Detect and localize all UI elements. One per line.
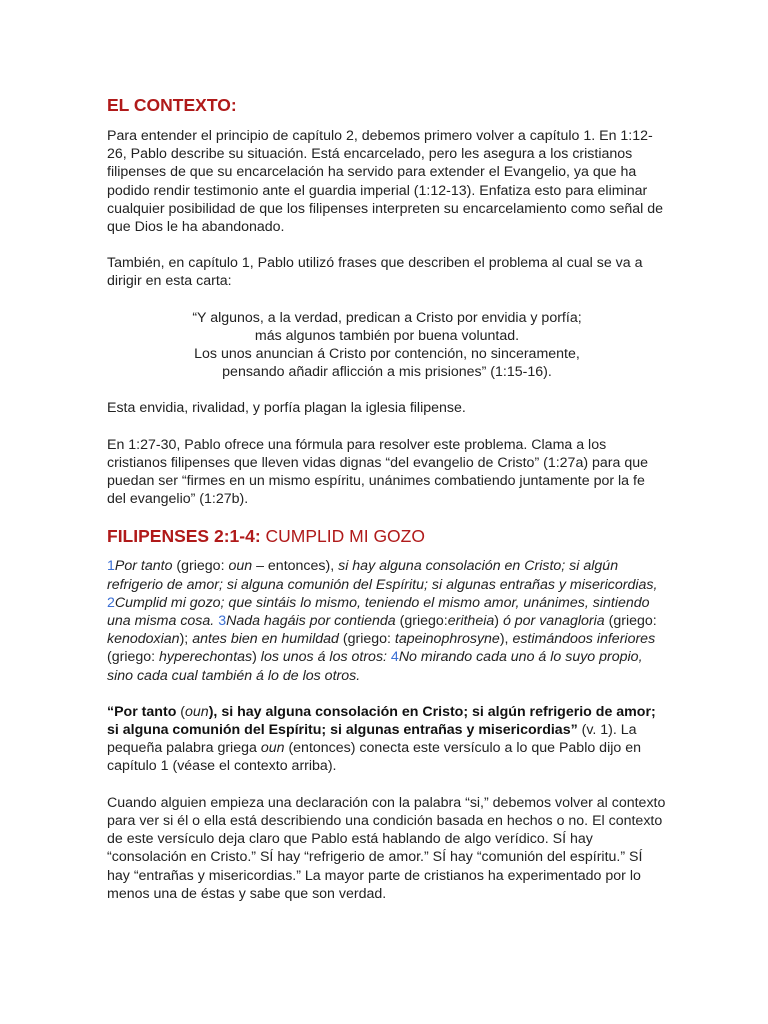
text-run: (v. 1). La pequeña palabra griega (107, 722, 637, 757)
verse-text: los unos á los otros: (260, 649, 391, 666)
greek-note: (griego: (395, 613, 448, 630)
paragraph-formula: En 1:27-30, Pablo ofrece una fórmula para resolver este problema. Clama a los cristianos filipenses que lleven vidas dignas “del evangelio de Cristo” (1:27a) para que puedan ser “firmes en un mismo espíritu, unánimes combatiendo juntamente por la fe del evangelio” (1:27b). (107, 436, 649, 508)
greek-note: (griego: (338, 631, 395, 648)
scripture-passage (107, 557, 667, 684)
bold-quote: si hay alguna consolación en Cristo; si algún refrigerio de amor; si alguna comunión del Espíritu; si algunas entrañas y misericordias” (107, 703, 656, 739)
verse-text: Cumplid mi gozo; que sintáis lo mismo, teniendo el mismo amor, unánimes, sintiendo una misma cosa. (107, 594, 650, 630)
quote-line: más algunos también por buena voluntad. (254, 327, 520, 344)
greek-word: oun (228, 558, 253, 575)
block-quote (107, 309, 667, 382)
greek-note: – entonces), (252, 558, 339, 575)
paragraph-si-condicion: Cuando alguien empieza una declaración con la palabra “si,” debemos volver al contexto para ver si él o ella está describiendo una condición basada en hechos o no. El contexto de este versículo deja claro que Pablo está hablando de algo verídico. SÍ hay “consolación en Cristo.” SÍ hay “refrigerio de amor.” SÍ hay “comunión del espíritu.” SÍ hay “entrañas y misericordias.” La mayor parte de cristianos ha experimentado por lo menos una de éstas y sabe que son verdad. (107, 794, 666, 902)
greek-note: ), (499, 631, 513, 648)
greek-note: ); (179, 631, 193, 648)
heading-reference: FILIPENSES 2:1-4: (107, 526, 261, 547)
heading-el-contexto: EL CONTEXTO: (107, 95, 237, 115)
bold-quote: ), (208, 703, 222, 720)
greek-word: eritheia (447, 613, 495, 630)
text-run: ( (176, 703, 186, 720)
heading-title: CUMPLID MI GOZO (260, 526, 425, 547)
greek-word: oun (185, 703, 209, 720)
verse-text: estimándoos inferiores (512, 631, 656, 648)
quote-line: “Y algunos, a la verdad, predican a Cristo por envidia y porfía; (192, 309, 582, 326)
verse-number: 3 (218, 613, 227, 630)
verse-text: ó por vanagloria (502, 613, 605, 630)
greek-note: (griego: (172, 558, 229, 575)
greek-note: (griego: (604, 613, 657, 630)
verse-number: 1 (107, 558, 115, 575)
paragraph-chapter-one: También, en capítulo 1, Pablo utilizó frases que describen el problema al cual se va a dirigir en esta carta: (107, 255, 643, 290)
greek-word: oun (260, 740, 285, 757)
document-page (107, 95, 667, 903)
greek-word: tapeinophrosyne (394, 631, 500, 648)
verse-number: 4 (390, 649, 399, 666)
verse-text: antes bien en humildad (192, 631, 339, 648)
greek-word: kenodoxian (107, 631, 180, 648)
verse-text: si hay alguna consolación en Cristo; si algún refrigerio de amor; si alguna comunión del Espíritu; si algunas entrañas y misericordias, (107, 558, 658, 593)
verse-text: Nada hagáis por contienda (226, 613, 396, 630)
paragraph-por-tanto (107, 703, 667, 776)
greek-note: (griego: (107, 649, 160, 666)
text-run: (entonces) conecta este versículo a lo que Pablo dijo en capítulo 1 (véase el contexto arriba). (107, 740, 641, 775)
verse-text: Por tanto (114, 558, 173, 575)
quote-line: Los unos anuncian á Cristo por contención, no sinceramente, (194, 346, 580, 363)
paragraph-context-intro: Para entender el principio de capítulo 2, debemos primero volver a capítulo 1. En 1:12-26, Pablo describe su situación. Está encarcelado, pero les asegura a los cristianos filipenses de que su encarcelación ha servido para extender el Evangelio, ya que ha podido rendir testimonio ante el guardia imperial (1:12-13). Enfatiza esto para eliminar cualquier posibilidad de que los filipenses interpreten su encarcelamiento como señal de que Dios le ha abandonado. (107, 128, 664, 236)
greek-note: ) (252, 649, 261, 666)
heading-filipenses (107, 526, 667, 547)
bold-quote: “Por tanto (107, 703, 177, 720)
greek-word: hyperechontas (159, 649, 253, 666)
greek-note: ) (494, 613, 503, 630)
verse-text: No mirando cada uno á lo suyo propio, sino cada cual también á lo de los otros. (107, 649, 643, 684)
quote-line: pensando añadir aflicción a mis prisiones” (1:15-16). (222, 364, 552, 381)
verse-number: 2 (107, 594, 115, 611)
paragraph-envidia: Esta envidia, rivalidad, y porfía plagan la iglesia filipense. (107, 400, 466, 417)
